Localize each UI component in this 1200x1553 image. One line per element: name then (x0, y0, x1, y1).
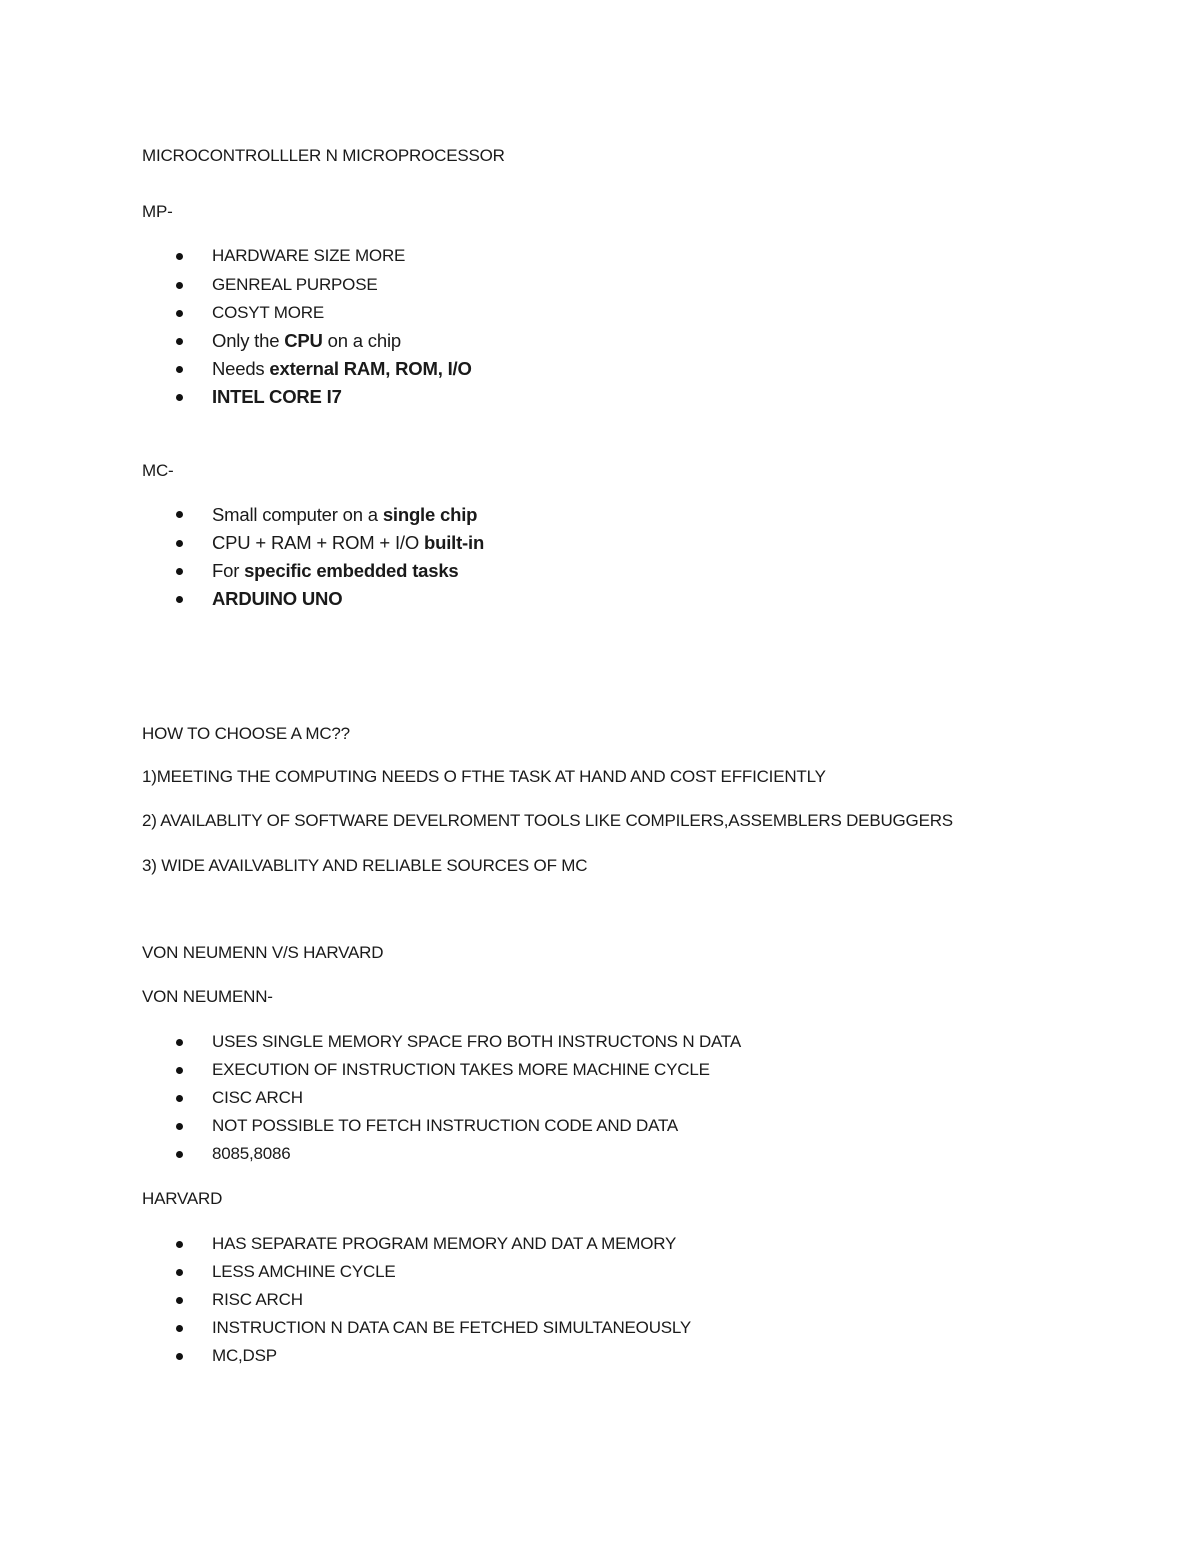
bullet-icon (176, 540, 183, 547)
choose-heading: HOW TO CHOOSE A MC?? (142, 724, 350, 743)
mp-item-cost: COSYT MORE (212, 303, 324, 322)
mp-item-hardware-size: HARDWARE SIZE MORE (212, 246, 406, 265)
bullet-icon (176, 1067, 183, 1074)
von-item: NOT POSSIBLE TO FETCH INSTRUCTION CODE AND DATA (212, 1116, 679, 1135)
bullet-icon (176, 1297, 183, 1304)
bullet-icon (176, 1039, 183, 1046)
mc-item-builtin-pre: CPU + RAM + ROM + I/O (212, 532, 424, 553)
bullet-icon (176, 394, 183, 401)
mc-heading: MC- (142, 461, 174, 480)
mp-item-general-purpose: GENREAL PURPOSE (212, 275, 378, 294)
mc-item-chip-pre: Small computer on a (212, 504, 383, 525)
mp-item-ext-bold: external RAM, ROM, I/O (269, 358, 472, 379)
von-neumenn-heading: VON NEUMENN- (142, 987, 273, 1006)
mc-item-embedded (212, 560, 459, 582)
bullet-icon (176, 1353, 183, 1360)
mp-item-cpu-pre: Only the (212, 330, 285, 351)
mp-item-cpu-post: on a chip (322, 330, 401, 351)
von-item: 8085,8086 (212, 1144, 291, 1163)
bullet-icon (176, 1325, 183, 1332)
mc-item-built-in (212, 532, 484, 554)
von-item: CISC ARCH (212, 1088, 303, 1107)
choose-point: 1)MEETING THE COMPUTING NEEDS O FTHE TASK AT HAND AND COST EFFICIENTLY (142, 767, 826, 786)
mc-item-builtin-bold: built-in (424, 532, 485, 553)
mc-item-embedded-pre: For (212, 560, 245, 581)
bullet-icon (176, 596, 183, 603)
harvard-item: INSTRUCTION N DATA CAN BE FETCHED SIMULTANEOUSLY (212, 1318, 692, 1337)
document-title: MICROCONTROLLLER N MICROPROCESSOR (142, 146, 505, 165)
choose-point: 3) WIDE AVAILVABLITY AND RELIABLE SOURCES OF MC (142, 856, 588, 875)
choose-point: 2) AVAILABLITY OF SOFTWARE DEVELROMENT TOOLS LIKE COMPILERS,ASSEMBLERS DEBUGGERS (142, 811, 953, 830)
harvard-item: HAS SEPARATE PROGRAM MEMORY AND DAT A MEMORY (212, 1234, 677, 1253)
bullet-icon (176, 511, 183, 518)
mc-item-chip-bold: single chip (382, 504, 478, 525)
bullet-icon (176, 282, 183, 289)
bullet-icon (176, 338, 183, 345)
mp-item-example-bold: INTEL CORE I7 (212, 386, 342, 407)
mp-item-external-memory (212, 358, 472, 380)
harvard-heading: HARVARD (142, 1189, 223, 1208)
mp-item-cpu-bold: CPU (284, 330, 323, 351)
harvard-item: RISC ARCH (212, 1290, 303, 1309)
harvard-item: MC,DSP (212, 1346, 277, 1365)
mc-item-single-chip (212, 504, 477, 526)
mc-item-example (212, 588, 342, 610)
arch-heading: VON NEUMENN V/S HARVARD (142, 943, 384, 962)
mc-item-example-bold: ARDUINO UNO (212, 588, 343, 609)
bullet-icon (176, 1123, 183, 1130)
harvard-item: LESS AMCHINE CYCLE (212, 1262, 396, 1281)
von-item: USES SINGLE MEMORY SPACE FRO BOTH INSTRUCTONS N DATA (212, 1032, 741, 1051)
bullet-icon (176, 1269, 183, 1276)
mp-item-ext-pre: Needs (212, 358, 270, 379)
bullet-icon (176, 568, 183, 575)
bullet-icon (176, 1241, 183, 1248)
mp-heading: MP- (142, 202, 173, 221)
bullet-icon (176, 310, 183, 317)
mp-item-cpu-only (212, 330, 401, 352)
mc-item-embedded-bold: specific embedded tasks (244, 560, 459, 581)
von-item: EXECUTION OF INSTRUCTION TAKES MORE MACHINE CYCLE (212, 1060, 710, 1079)
bullet-icon (176, 366, 183, 373)
bullet-icon (176, 253, 183, 260)
bullet-icon (176, 1095, 183, 1102)
mp-item-example (212, 386, 342, 408)
bullet-icon (176, 1151, 183, 1158)
